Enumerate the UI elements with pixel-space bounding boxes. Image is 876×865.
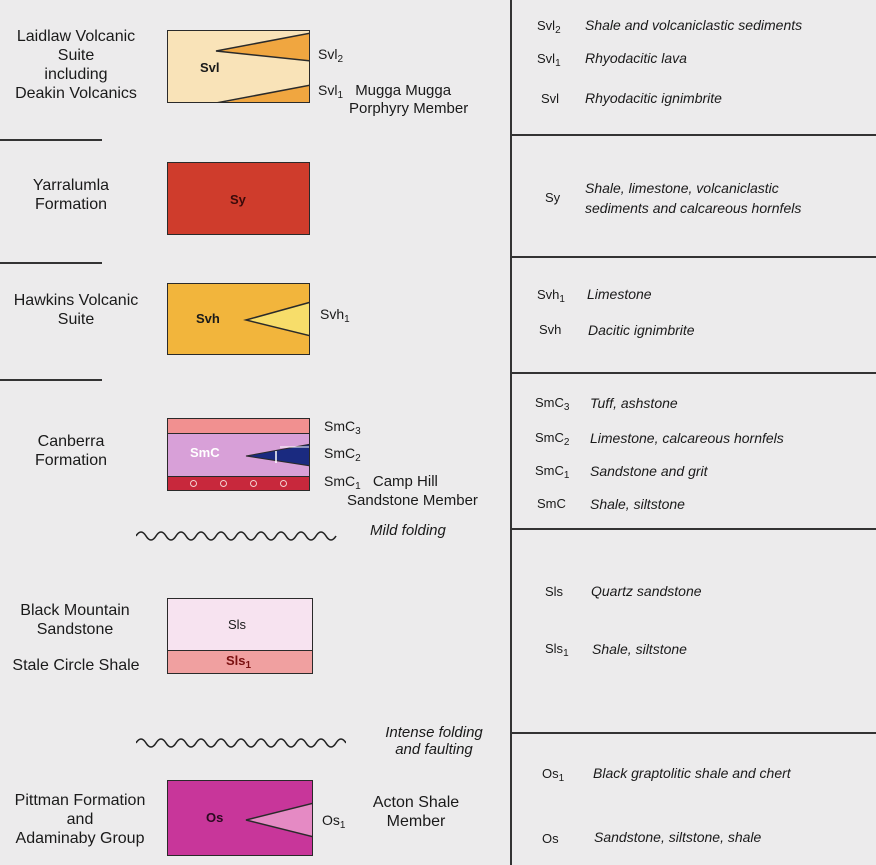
legend-code: SmC$_3$ <box>535 395 570 413</box>
unconformity-wavy-line <box>136 735 346 749</box>
legend-desc: Rhyodacitic lava <box>585 50 687 66</box>
column-divider <box>510 0 512 865</box>
legend-desc: Shale and volcaniclastic sediments <box>585 17 803 33</box>
legend-desc: Shale, limestone, volcaniclastic sediments and calcareous hornfels <box>585 180 802 216</box>
legend-code: Sls$_1$ <box>545 641 569 659</box>
unit-name-laidlaw: Laidlaw Volcanic Suite including Deakin Volcanics <box>15 28 137 102</box>
member-label-acton: Acton Shale Member <box>372 794 460 830</box>
wedge-svh1 <box>168 284 310 355</box>
legend-desc: Limestone, calcareous hornfels <box>590 430 784 446</box>
side-label-svl1: Svl$_1$ Mugga Mugga <box>318 82 452 101</box>
wedge-svl2 <box>168 31 310 103</box>
legend-desc: Tuff, ashstone <box>590 395 678 411</box>
unit-separator <box>0 139 102 141</box>
legend-desc: Limestone <box>587 286 652 302</box>
wedge-os1 <box>168 781 313 856</box>
member-label-camp-hill: Sandstone Member <box>347 492 478 509</box>
legend-code: $Os_1$ <box>542 766 565 784</box>
band-sls1 <box>168 650 313 673</box>
legend-code: Svh <box>539 322 562 337</box>
box-code: SmC <box>190 445 220 460</box>
legend-code: Svh$_1$ <box>537 287 565 305</box>
column-box-laidlaw <box>167 30 310 103</box>
box-code: Os <box>206 810 224 825</box>
box-code: Svl <box>200 60 220 75</box>
legend-divider <box>510 256 876 258</box>
legend-code: Svl <box>541 91 560 106</box>
side-label-smc3: SmC$_3$ <box>324 418 361 437</box>
unit-separator <box>0 379 102 381</box>
legend-code: Svl$_2$ <box>537 18 561 36</box>
column-box-black-mountain <box>167 598 313 674</box>
side-label-smc1: SmC$_1$ Camp Hill <box>324 473 438 492</box>
unit-name-hawkins: Hawkins Volcanic Suite <box>13 292 139 328</box>
side-label-svl2: Svl$_2$ <box>318 46 344 65</box>
legend-code: Svl$_1$ <box>537 51 561 69</box>
unit-name-canberra: Canberra Formation <box>34 433 108 469</box>
member-label-porphyry: Porphyry Member <box>349 100 469 117</box>
legend-divider <box>510 528 876 530</box>
column-box-hawkins <box>167 283 310 355</box>
column-box-yarralumla <box>167 162 310 235</box>
unit-name-black-mountain: Black Mountain Sandstone <box>20 602 130 638</box>
unit-name-pittman: Pittman Formation and Adaminaby Group <box>14 792 146 847</box>
column-box-canberra <box>167 418 310 491</box>
legend-code: SmC <box>537 496 566 511</box>
legend-desc: Sandstone, siltstone, shale <box>594 829 762 845</box>
unit-separator <box>0 262 102 264</box>
legend-desc: Shale, siltstone <box>590 496 685 512</box>
side-label-smc2: SmC$_2$ <box>324 445 361 464</box>
legend-divider <box>510 732 876 734</box>
box-code: Sy <box>230 192 246 207</box>
legend-code: SmC$_1$ <box>535 463 570 481</box>
box-code: Sls$_1$ <box>226 653 252 671</box>
legend-desc: Black graptolitic shale and chert <box>593 765 791 781</box>
unconformity-label-mild: Mild folding <box>370 522 446 539</box>
legend-desc: Quartz sandstone <box>591 583 702 599</box>
legend-code: Sls <box>545 584 564 599</box>
legend-code: Os <box>542 831 559 846</box>
column-box-pittman <box>167 780 313 856</box>
legend-divider <box>510 134 876 136</box>
side-label-os1: $Os_1$ <box>322 812 346 831</box>
unconformity-wavy-line <box>136 528 342 542</box>
legend-code: Sy <box>545 190 561 205</box>
unit-name-stale-circle: Stale Circle Shale <box>12 657 140 674</box>
legend-desc: Shale, siltstone <box>592 641 687 657</box>
box-code: Svh <box>196 311 220 326</box>
unconformity-label-intense: Intense folding and faulting <box>385 724 483 758</box>
legend-desc: Rhyodacitic ignimbrite <box>585 90 722 106</box>
side-label-svh1: Svh$_1$ <box>320 306 350 325</box>
legend-desc: Sandstone and grit <box>590 463 708 479</box>
legend-code: SmC$_2$ <box>535 430 570 448</box>
legend-desc: Dacitic ignimbrite <box>588 322 695 338</box>
legend-divider <box>510 372 876 374</box>
unit-name-yarralumla: Yarralumla Formation <box>32 177 110 213</box>
box-code: Sls <box>228 617 247 632</box>
